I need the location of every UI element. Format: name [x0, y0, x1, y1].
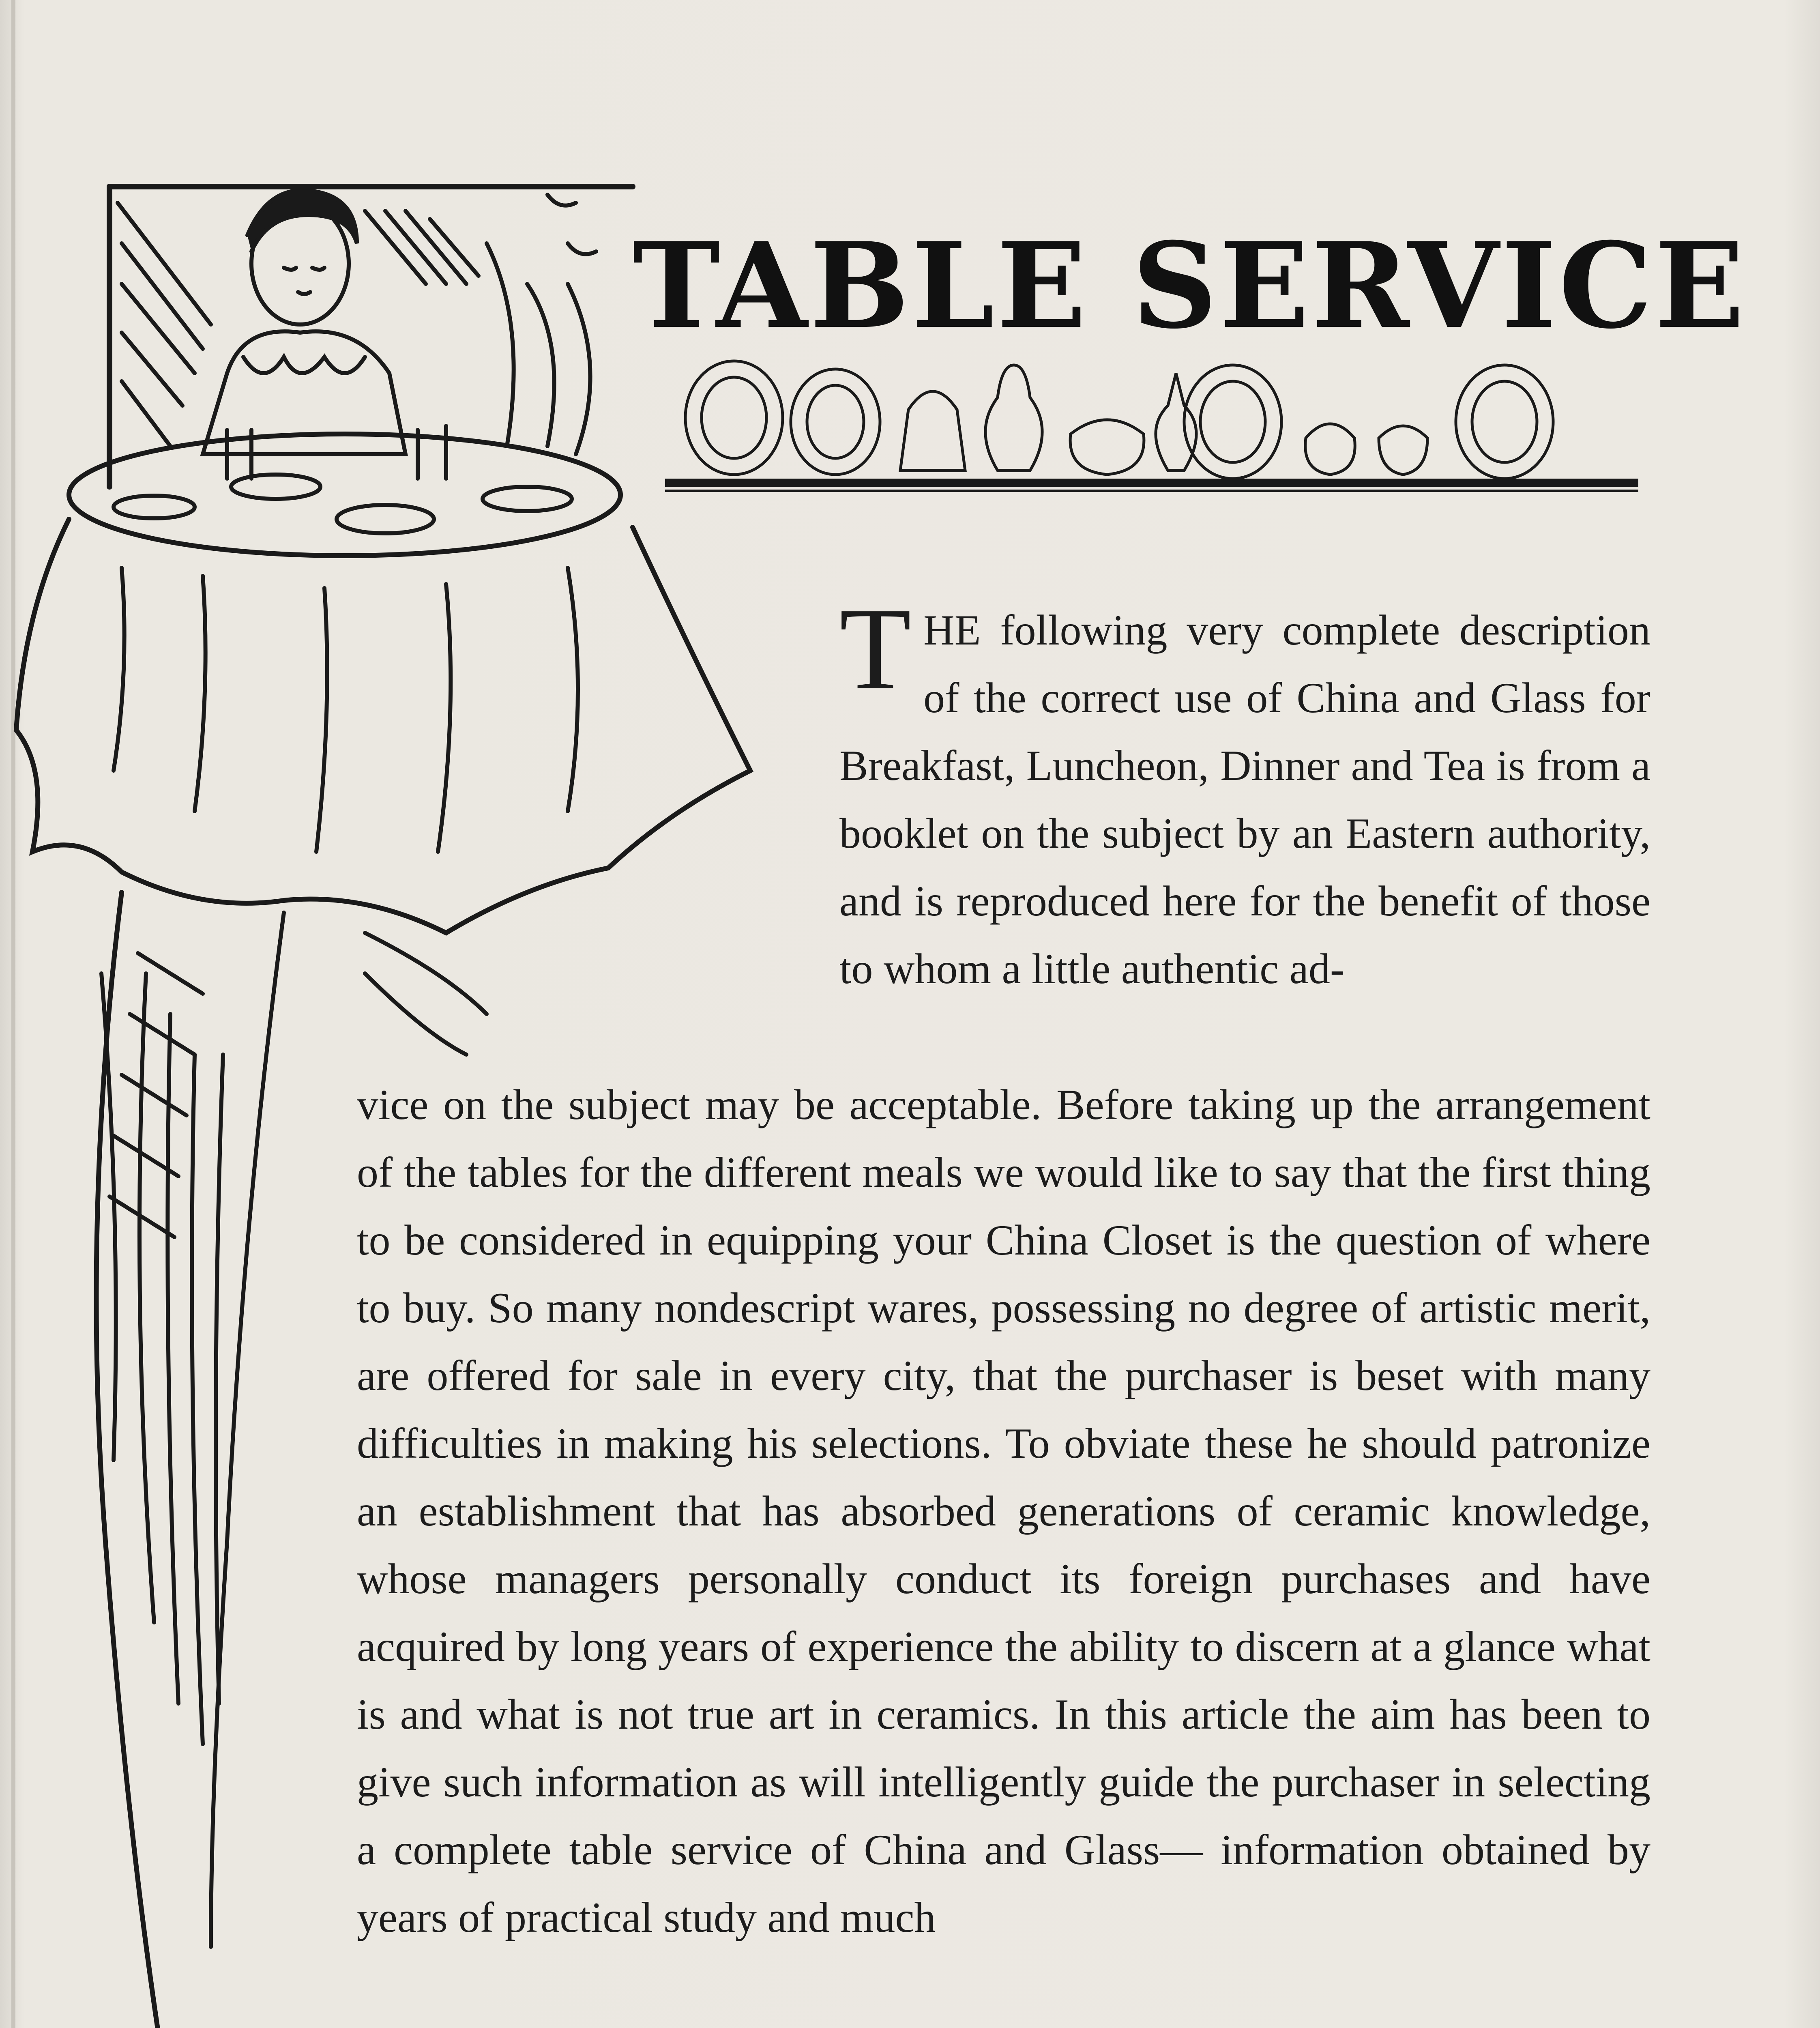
intro-paragraph [839, 584, 1650, 1003]
drop-cap: T [839, 584, 912, 714]
body-paragraph: vice on the subject may be acceptable. Before taking up the arrangement of the tables for the different meals we would like to say that the first thing to be considered in equipping your China Closet is the question of where to buy. So many nondescript wares, possessing no degree of artistic merit, are offered for sale in every city, that the purchaser is beset with many difficulties in making his selections. To obviate these he should patronize an establishment that has absorbed generations of ceramic knowledge, whose managers personally conduct its foreign purchases and have acquired by long years of experience the ability to discern at a glance what is and what is not true art in ceramics. In this article the aim has been to give such information as will intelligently guide the purchaser in selecting a complete table service of China and Glass— information obtained by years of practical study and much [357, 1081, 1650, 1941]
page-title: TABLE SERVICE [633, 217, 1747, 355]
dish-shelf-illustration [657, 349, 1646, 499]
intro-text: HE following very complete description of the correct use of China and Glass for Breakfast, Luncheon, Dinner and Tea is from a booklet on the subject by an Eastern authority, and is reproduced here for the benefit of those to whom a little authentic ad- [839, 606, 1650, 993]
